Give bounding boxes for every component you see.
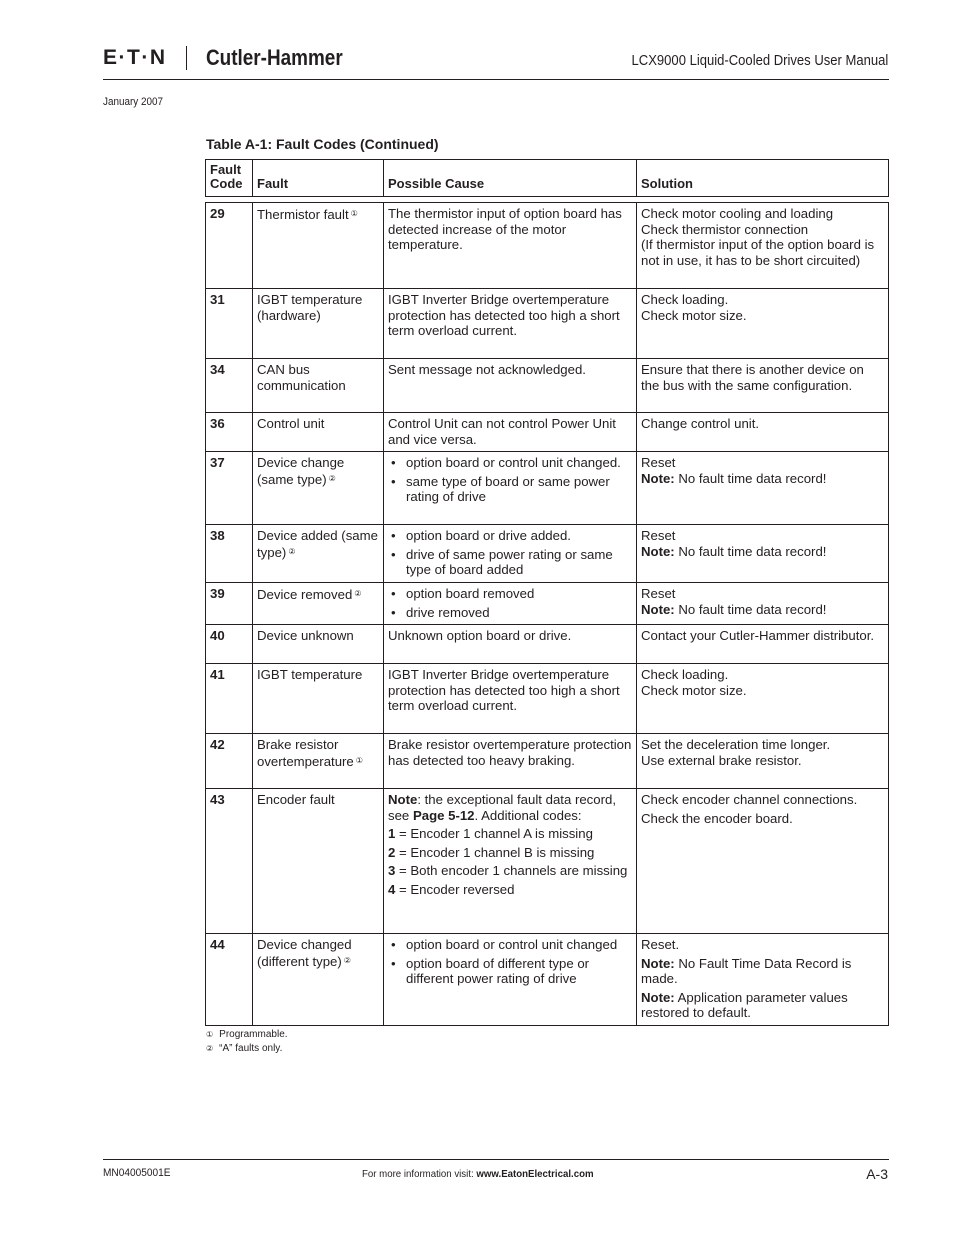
- fault-name: Device changed (different type) ②: [253, 934, 384, 1026]
- possible-cause: Brake resistor overtemperature protection has detected too heavy braking.: [384, 734, 637, 789]
- solution: Ensure that there is another device on the bus with the same configuration.: [637, 359, 889, 413]
- fault-code: 37: [206, 452, 253, 525]
- logo-divider: [186, 46, 187, 70]
- fault-code: 41: [206, 664, 253, 734]
- fault-name: Device removed ②: [253, 583, 384, 625]
- table-row: [206, 289, 889, 359]
- table-row: [206, 413, 889, 452]
- table-row: [206, 734, 889, 789]
- footnote-marker: ①: [350, 209, 358, 218]
- fault-name: Device change (same type) ②: [253, 452, 384, 525]
- footnote-marker: ①: [355, 755, 363, 765]
- fault-code: 29: [206, 203, 253, 289]
- possible-cause: IGBT Inverter Bridge overtemperature protection has detected too high a short term overload current.: [384, 289, 637, 359]
- list-item: • option board of different type or different power rating of drive: [388, 956, 632, 987]
- solution: Reset Note: No fault time data record!: [637, 452, 889, 525]
- fault-name: IGBT temperature: [253, 664, 384, 734]
- fault-name: Brake resistor overtemperature ①: [253, 734, 384, 789]
- table-row: [206, 203, 889, 289]
- fault-table-header: [205, 159, 889, 197]
- list-item: • option board removed: [388, 586, 632, 602]
- footer-rule: [103, 1159, 889, 1160]
- eaton-logo: E·T·N: [103, 46, 167, 69]
- possible-cause: [384, 934, 637, 1026]
- possible-cause: The thermistor input of option board has detected increase of the motor temperature.: [384, 203, 637, 289]
- page-number: A-3: [866, 1166, 888, 1182]
- possible-cause: IGBT Inverter Bridge overtemperature protection has detected too high a short term overload current.: [384, 664, 637, 734]
- document-title: LCX9000 Liquid-Cooled Drives User Manual: [631, 53, 888, 69]
- solution: Reset Note: No fault time data record!: [637, 525, 889, 583]
- solution: Set the deceleration time longer. Use external brake resistor.: [637, 734, 889, 789]
- footnote-marker: ②: [343, 955, 351, 965]
- possible-cause: [384, 583, 637, 625]
- list-item: • same type of board or same power rating of drive: [388, 474, 632, 505]
- column-header-possible-cause: Possible Cause: [384, 160, 637, 197]
- list-item: • option board or drive added.: [388, 528, 632, 544]
- fault-name: Encoder fault: [253, 789, 384, 934]
- footnote: ① Programmable.: [206, 1029, 288, 1040]
- table-row: [206, 625, 889, 664]
- fault-code: 31: [206, 289, 253, 359]
- fault-code: 36: [206, 413, 253, 452]
- solution: Check motor cooling and loading Check thermistor connection (If thermistor input of the option board is not in use, it has to be short circuited): [637, 203, 889, 289]
- list-item: • drive of same power rating or same type of board added: [388, 547, 632, 578]
- table-row: [206, 583, 889, 625]
- possible-cause: Note: the exceptional fault data record, see Page 5-12. Additional codes: 1 = Encoder 1 channel A is missing 2 = Encoder 1 channel B is missing 3 = Both encoder 1 channels are missing 4 = Encoder reversed: [384, 789, 637, 934]
- column-header-fault: Fault: [253, 160, 384, 197]
- fault-name: Device added (same type) ②: [253, 525, 384, 583]
- table-title: Table A-1: Fault Codes (Continued): [206, 136, 439, 152]
- header-rule: [103, 79, 889, 80]
- fault-code: 40: [206, 625, 253, 664]
- website-link[interactable]: www.EatonElectrical.com: [476, 1168, 594, 1180]
- solution: Contact your Cutler-Hammer distributor.: [637, 625, 889, 664]
- table-row: [206, 525, 889, 583]
- footer-info: For more information visit: www.EatonElectrical.com: [362, 1168, 594, 1180]
- possible-cause: [384, 525, 637, 583]
- fault-code: 34: [206, 359, 253, 413]
- list-item: • drive removed: [388, 605, 632, 621]
- fault-code: 39: [206, 583, 253, 625]
- table-row: [206, 452, 889, 525]
- column-header-fault-code: Fault Code: [206, 160, 253, 197]
- table-row: [206, 359, 889, 413]
- fault-table: [205, 202, 889, 1026]
- column-header-solution: Solution: [637, 160, 889, 197]
- fault-code: 44: [206, 934, 253, 1026]
- possible-cause: Sent message not acknowledged.: [384, 359, 637, 413]
- fault-name: Thermistor fault ①: [253, 203, 384, 289]
- table-row: [206, 789, 889, 934]
- possible-cause: Unknown option board or drive.: [384, 625, 637, 664]
- solution: Check encoder channel connections. Check the encoder board.: [637, 789, 889, 934]
- footnote-marker: ②: [328, 473, 336, 483]
- footnote: ② “A” faults only.: [206, 1043, 283, 1054]
- cutler-hammer-logo: Cutler-Hammer: [206, 45, 343, 70]
- fault-code: 42: [206, 734, 253, 789]
- document-number: MN04005001E: [103, 1167, 171, 1179]
- solution: Change control unit.: [637, 413, 889, 452]
- possible-cause: [384, 452, 637, 525]
- publication-date: January 2007: [103, 96, 164, 108]
- possible-cause: Control Unit can not control Power Unit and vice versa.: [384, 413, 637, 452]
- solution: Check loading. Check motor size.: [637, 289, 889, 359]
- footnote-marker: ②: [288, 546, 296, 556]
- list-item: • option board or control unit changed: [388, 937, 632, 953]
- page-reference-link: Page 5-12: [412, 807, 475, 823]
- solution: Reset. Note: No Fault Time Data Record is made. Note: Application parameter values restored to default.: [637, 934, 889, 1026]
- table-row: [206, 664, 889, 734]
- table-row: [206, 934, 889, 1026]
- fault-name: Control unit: [253, 413, 384, 452]
- fault-name: IGBT temperature (hardware): [253, 289, 384, 359]
- fault-code: 38: [206, 525, 253, 583]
- list-item: • option board or control unit changed.: [388, 455, 632, 471]
- fault-name: Device unknown: [253, 625, 384, 664]
- solution: Reset Note: No fault time data record!: [637, 583, 889, 625]
- solution: Check loading. Check motor size.: [637, 664, 889, 734]
- footnote-marker: ②: [354, 589, 362, 598]
- fault-code: 43: [206, 789, 253, 934]
- fault-name: CAN bus communication: [253, 359, 384, 413]
